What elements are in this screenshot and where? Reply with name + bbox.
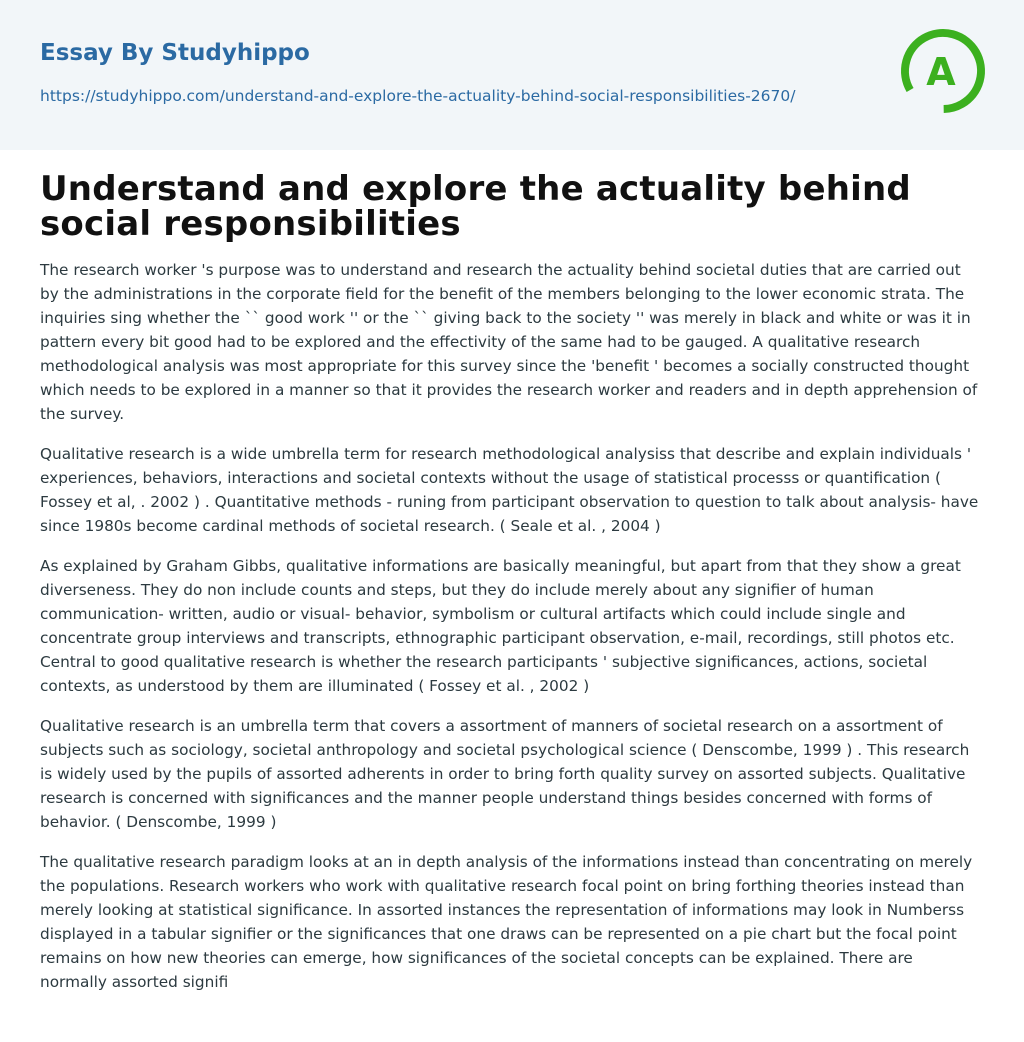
site-brand[interactable]: Essay By Studyhippo — [40, 40, 310, 66]
essay-paragraph: Qualitative research is a wide umbrella term for research methodological analysiss that describe and explain individuals ' experiences, behaviors, interactions and societal contexts without the usage of statistical processs or quantification ( Fossey et al, . 2002 ) . Quantitative methods - runing from participant observation to question to talk about analysis- have since 1980s become cardinal methods of societal research. ( Seale et al. , 2004 ) — [40, 445, 979, 535]
essay-paragraph: The research worker 's purpose was to understand and research the actuality behind societal duties that are carried out by the administrations in the corporate field for the benefit of the members belonging to the lower economic strata. The inquiries sing whether the `` good work '' or the `` giving back to the society '' was merely in black and white or was it in pattern every bit good had to be explored and the effectivity of the same had to be gauged. A qualitative research methodological analysis was most appropriate for this survey since the 'benefit ' becomes a socially constructed thought which needs to be explored in a manner so that it provides the research worker and readers and in depth apprehension of the survey. — [40, 261, 978, 423]
essay-paragraph: Qualitative research is an umbrella term that covers a assortment of manners of societal research on a assortment of subjects such as sociology, societal anthropology and societal psychological science ( Denscombe, 1999 ) . This research is widely used by the pupils of assorted adherents in order to bring forth quality survey on assorted subjects. Qualitative research is concerned with significances and the manner people understand things besides concerned with forms of behavior. ( Denscombe, 1999 ) — [40, 717, 970, 831]
essay-title: Understand and explore the actuality behind social responsibilities — [40, 169, 911, 244]
essay-paragraph: The qualitative research paradigm looks at an in depth analysis of the informations instead than concentrating on merely the populations. Research workers who work with qualitative research focal point on bring forthing theories instead than merely looking at statistical significance. In assorted instances the representation of informations may look in Numberss displayed in a tabular signifier or the significances that one draws can be represented on a pie chart but the focal point remains on how new theories can emerge, how significances of the societal concepts can be explained. There are normally assorted signifi — [40, 853, 973, 991]
logo-letter: A — [926, 50, 956, 94]
site-header — [0, 0, 1024, 150]
studyhippo-logo-icon[interactable] — [898, 26, 988, 116]
essay-content — [0, 150, 1024, 994]
essay-paragraph: As explained by Graham Gibbs, qualitative informations are basically meaningful, but apart from that they show a great diverseness. They do non include counts and steps, but they do include merely about any signifier of human communication- written, audio or visual- behavior, symbolism or cultural artifacts which could include single and concentrate group interviews and transcripts, ethnographic participant observation, e-mail, recordings, still photos etc. Central to good qualitative research is whether the research participants ' subjective significances, actions, societal contexts, as understood by them are illuminated ( Fossey et al. , 2002 ) — [40, 557, 961, 695]
essay-url-link[interactable]: https://studyhippo.com/understand-and-explore-the-actuality-behind-social-responsibilities-2670/ — [40, 87, 796, 105]
